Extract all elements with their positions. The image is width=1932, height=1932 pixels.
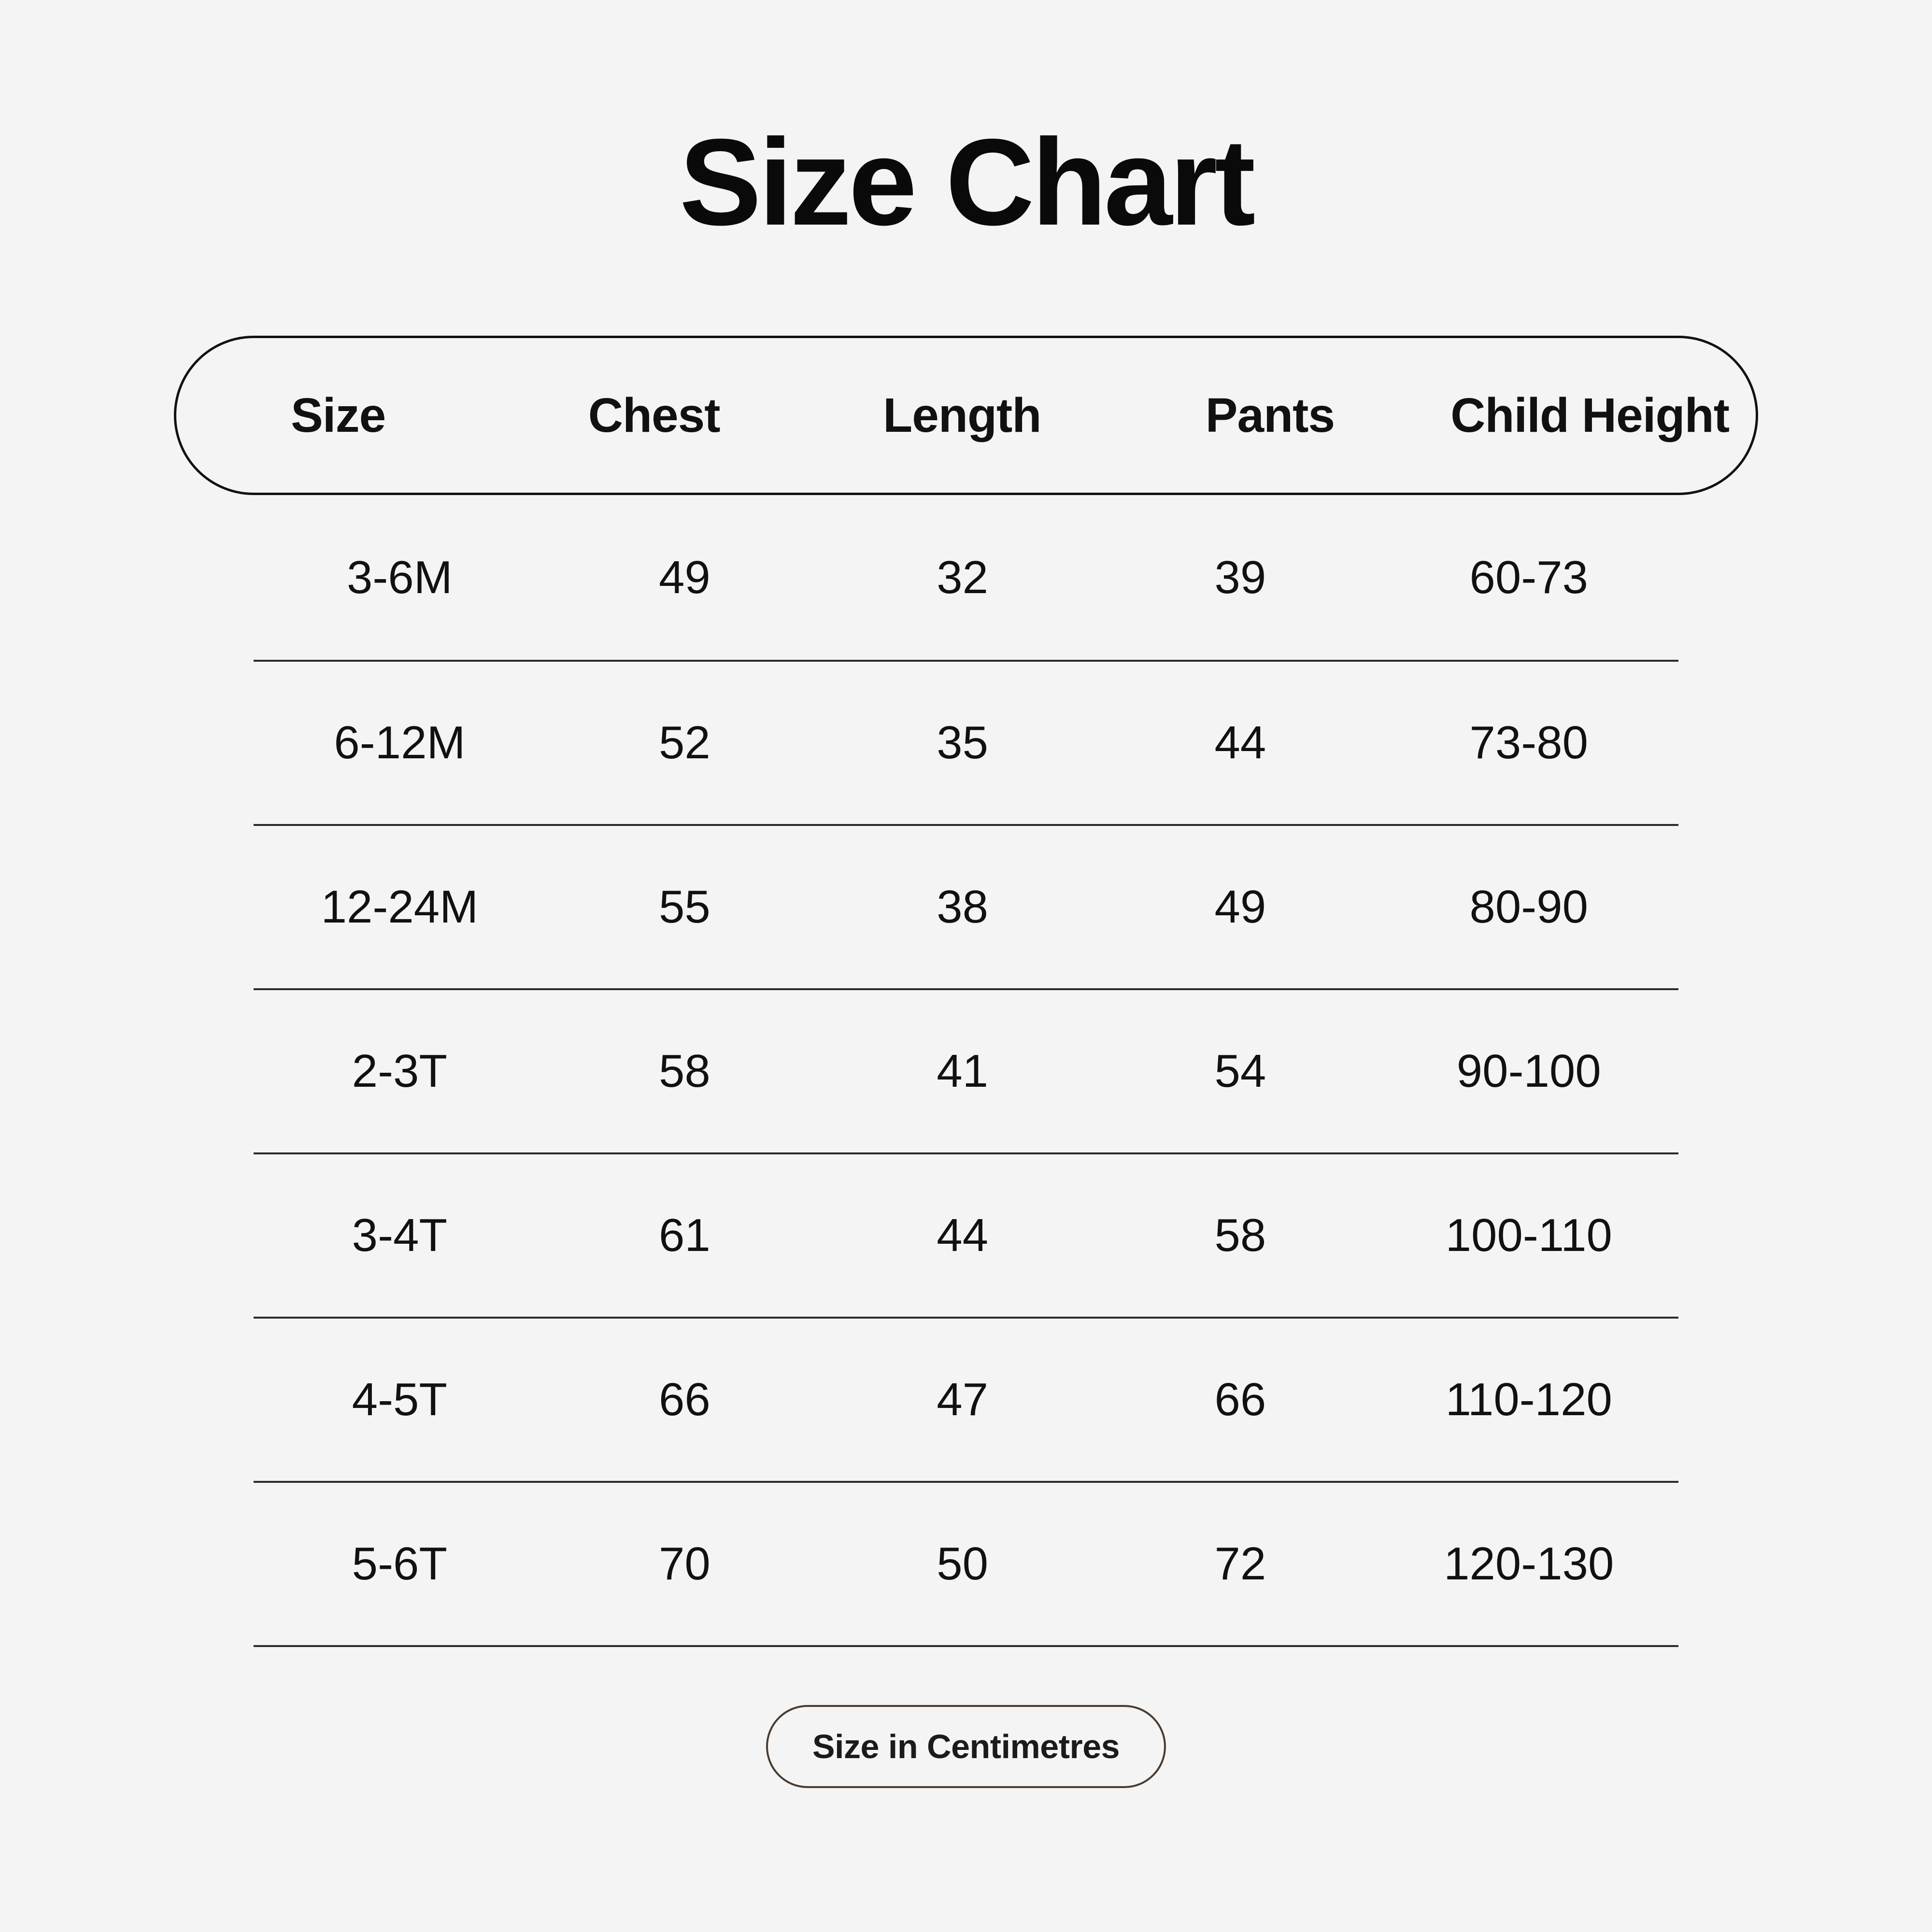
- column-header-chest: Chest: [588, 388, 720, 442]
- cell-pants: 44: [1214, 717, 1266, 768]
- cell-size: 3-4T: [352, 1209, 448, 1261]
- cell-chest: 61: [658, 1209, 710, 1261]
- cell-length: 47: [937, 1374, 989, 1425]
- table-row: [254, 1319, 1678, 1483]
- table-row: [254, 1483, 1678, 1647]
- table-row: [254, 990, 1678, 1154]
- cell-pants: 58: [1214, 1209, 1266, 1261]
- size-chart-table: [174, 336, 1758, 1788]
- table-body: [174, 495, 1758, 1647]
- cell-chest: 66: [658, 1374, 710, 1425]
- cell-child-height: 110-120: [1445, 1374, 1612, 1425]
- cell-pants: 66: [1214, 1374, 1266, 1425]
- cell-pants: 72: [1214, 1538, 1266, 1590]
- table-row: [254, 495, 1678, 662]
- cell-length: 35: [937, 717, 989, 768]
- cell-child-height: 90-100: [1456, 1045, 1601, 1097]
- cell-size: 12-24M: [321, 881, 479, 933]
- cell-length: 41: [937, 1045, 989, 1097]
- cell-size: 2-3T: [352, 1045, 448, 1097]
- cell-length: 32: [937, 551, 989, 603]
- table-row: [254, 1154, 1678, 1319]
- column-header-child-height: Child Height: [1450, 388, 1730, 442]
- cell-child-height: 120-130: [1444, 1538, 1614, 1590]
- cell-size: 5-6T: [352, 1538, 448, 1590]
- cell-length: 44: [937, 1209, 989, 1261]
- cell-size: 6-12M: [334, 717, 466, 768]
- cell-pants: 54: [1214, 1045, 1266, 1097]
- cell-length: 38: [937, 881, 989, 933]
- table-row: [254, 662, 1678, 826]
- cell-child-height: 100-110: [1445, 1209, 1612, 1261]
- table-row: [254, 826, 1678, 990]
- column-header-pants: Pants: [1205, 388, 1335, 442]
- cell-size: 3-6M: [347, 551, 453, 603]
- cell-pants: 39: [1214, 551, 1266, 603]
- page-title: Size Chart: [679, 114, 1253, 251]
- cell-length: 50: [937, 1538, 989, 1590]
- unit-note-badge: Size in Centimetres: [766, 1705, 1166, 1788]
- cell-child-height: 80-90: [1469, 881, 1589, 933]
- table-header-row: [174, 336, 1758, 495]
- cell-chest: 52: [658, 717, 710, 768]
- column-header-length: Length: [883, 388, 1041, 442]
- cell-chest: 55: [658, 881, 710, 933]
- cell-child-height: 73-80: [1469, 717, 1589, 768]
- cell-chest: 70: [658, 1538, 710, 1590]
- cell-chest: 49: [658, 551, 710, 603]
- cell-child-height: 60-73: [1469, 551, 1589, 603]
- cell-chest: 58: [658, 1045, 710, 1097]
- cell-pants: 49: [1214, 881, 1266, 933]
- cell-size: 4-5T: [352, 1374, 448, 1425]
- column-header-size: Size: [291, 388, 386, 442]
- unit-note-wrap: [174, 1705, 1758, 1788]
